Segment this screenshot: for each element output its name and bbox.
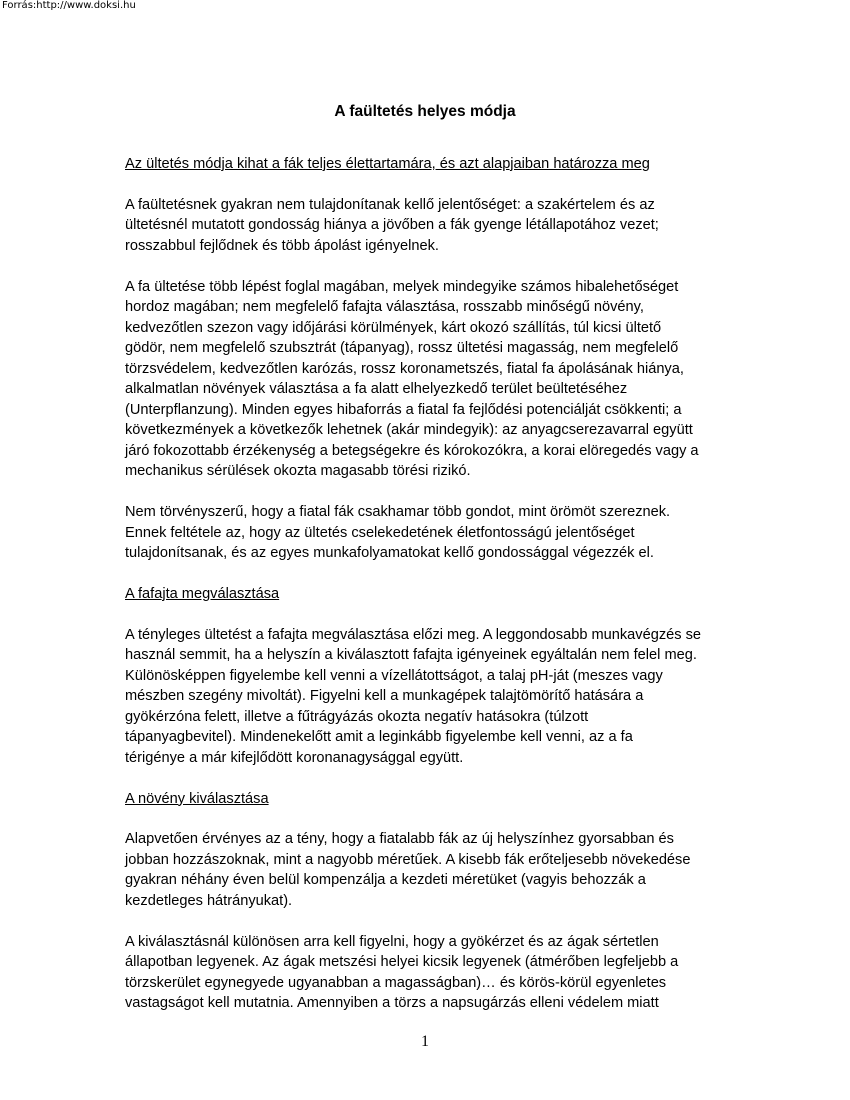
- document-subtitle: Az ültetés módja kihat a fák teljes élettartamára, és azt alapjaiban határozza meg: [125, 156, 650, 172]
- paragraph-5: [125, 829, 725, 911]
- section-heading-plant: A növény kiválasztása: [125, 790, 269, 807]
- page-number: 1: [421, 1033, 429, 1050]
- text-line: A kiválasztásnál különösen arra kell figyelni, hogy a gyökérzet és az ágak sértetlen: [125, 933, 659, 950]
- text-line: A tényleges ültetést a fafajta megválasztása előzi meg. A leggondosabb munkavégzés se: [125, 626, 702, 643]
- text-line: gödör, nem megfelelő szubsztrát (tápanyag), rossz ültetési magasság, nem megfelelő: [125, 340, 679, 356]
- text-line: járó fokozottabb érzékenység a betegségekre és kórokozókra, a korai elöregedés vagy a: [125, 442, 699, 459]
- paragraph-6: [125, 932, 725, 1014]
- text-line: hordoz magában; nem megfelelő fafajta választása, rosszabb minőségű növény,: [125, 299, 644, 315]
- text-line: Különösképpen figyelembe kell venni a vízellátottságot, a talaj pH-ját (meszes vagy: [125, 667, 663, 684]
- text-line: mechanikus sérülések okozta magasabb törési rizikó.: [125, 463, 471, 479]
- text-line: tápanyagbevitel). Mindenekelőtt amit a leginkább figyelembe kell venni, az a fa: [125, 729, 633, 745]
- text-line: gyökérzóna felett, illetve a fűtrágyázás okozta negatív hatásokra (túlzott: [125, 708, 589, 725]
- text-line: törzskerület egynegyede ugyanabban a magasságban)… és körös-körül egyenletes: [125, 974, 667, 991]
- text-line: ültetésnél mutatott gondosság hiánya a jövőben a fák gyenge létállapotához vezet;: [125, 217, 659, 233]
- text-line: tulajdonítsanak, és az egyes munkafolyamatokat kellő gondossággal végezzék el.: [125, 545, 654, 561]
- text-line: A fa ültetése több lépést foglal magában, melyek mindegyike számos hibalehetőséget: [125, 278, 679, 295]
- paragraph-1: [125, 195, 725, 257]
- text-line: mészben szegény mivoltát). Figyelni kell a munkagépek talajtömörítő hatására a: [125, 688, 644, 704]
- text-line: Nem törvényszerű, hogy a fiatal fák csakhamar több gondot, mint örömöt szereznek.: [125, 504, 671, 520]
- text-line: vastagságot kell mutatnia. Amennyiben a törzs a napsugárzás elleni védelem miatt: [125, 995, 659, 1011]
- text-line: A faültetésnek gyakran nem tulajdonítanak kellő jelentőséget: a szakértelem és az: [125, 196, 655, 213]
- text-line: kezdetleges hátrányukat).: [125, 892, 293, 909]
- text-line: jobban hozzászoknak, mint a nagyobb méretűek. A kisebb fák erőteljesebb növekedése: [125, 851, 691, 868]
- text-line: alkalmatlan növények választása a fa alatt elhelyezkedő terület beültetéséhez: [125, 381, 628, 397]
- section-heading-species: A fafajta megválasztása: [125, 586, 280, 602]
- text-line: (Unterpflanzung). Minden egyes hibaforrás a fiatal fa fejlődési potenciálját csökkenti; a: [125, 401, 682, 418]
- text-line: állapotban legyenek. Az ágak metszési helyei kicsik legyenek (átmérőben legfeljebb a: [125, 954, 679, 970]
- text-line: Alapvetően érvényes az a tény, hogy a fiatalabb fák az új helyszínhez gyorsabban és: [125, 831, 674, 847]
- document-body: [125, 102, 725, 1034]
- text-line: rosszabbul fejlődnek és több ápolást igényelnek.: [125, 237, 439, 254]
- text-line: kedvezőtlen szezon vagy időjárási körülmények, kárt okozó szállítás, túl kicsi ültető: [125, 319, 662, 336]
- text-line: használ semmit, ha a helyszín a kiválasztott fafajta igényeinek egyáltalán nem felel meg.: [125, 647, 697, 663]
- paragraph-2: [125, 277, 725, 482]
- text-line: törzsvédelem, kedvezőtlen karózás, rossz koronametszés, fiatal fa ápolásának hiánya,: [125, 360, 684, 377]
- paragraph-3: [125, 502, 725, 564]
- paragraph-4: [125, 625, 725, 769]
- text-line: Ennek feltétele az, hogy az ültetés cselekedetének életfontosságú jelentőséget: [125, 524, 635, 541]
- source-url: Forrás:http://www.doksi.hu: [2, 0, 136, 11]
- text-line: következmények a következők lehetnek (akár mindegyik): az anyagcserezavarral együtt: [125, 422, 693, 438]
- document-title: A faültetés helyes módja: [334, 103, 516, 120]
- text-line: gyakran néhány éven belül kompenzálja a kezdeti méretüket (vagyis behozzák a: [125, 872, 646, 888]
- text-line: térigénye a már kifejlődött koronanagysággal együtt.: [125, 749, 464, 766]
